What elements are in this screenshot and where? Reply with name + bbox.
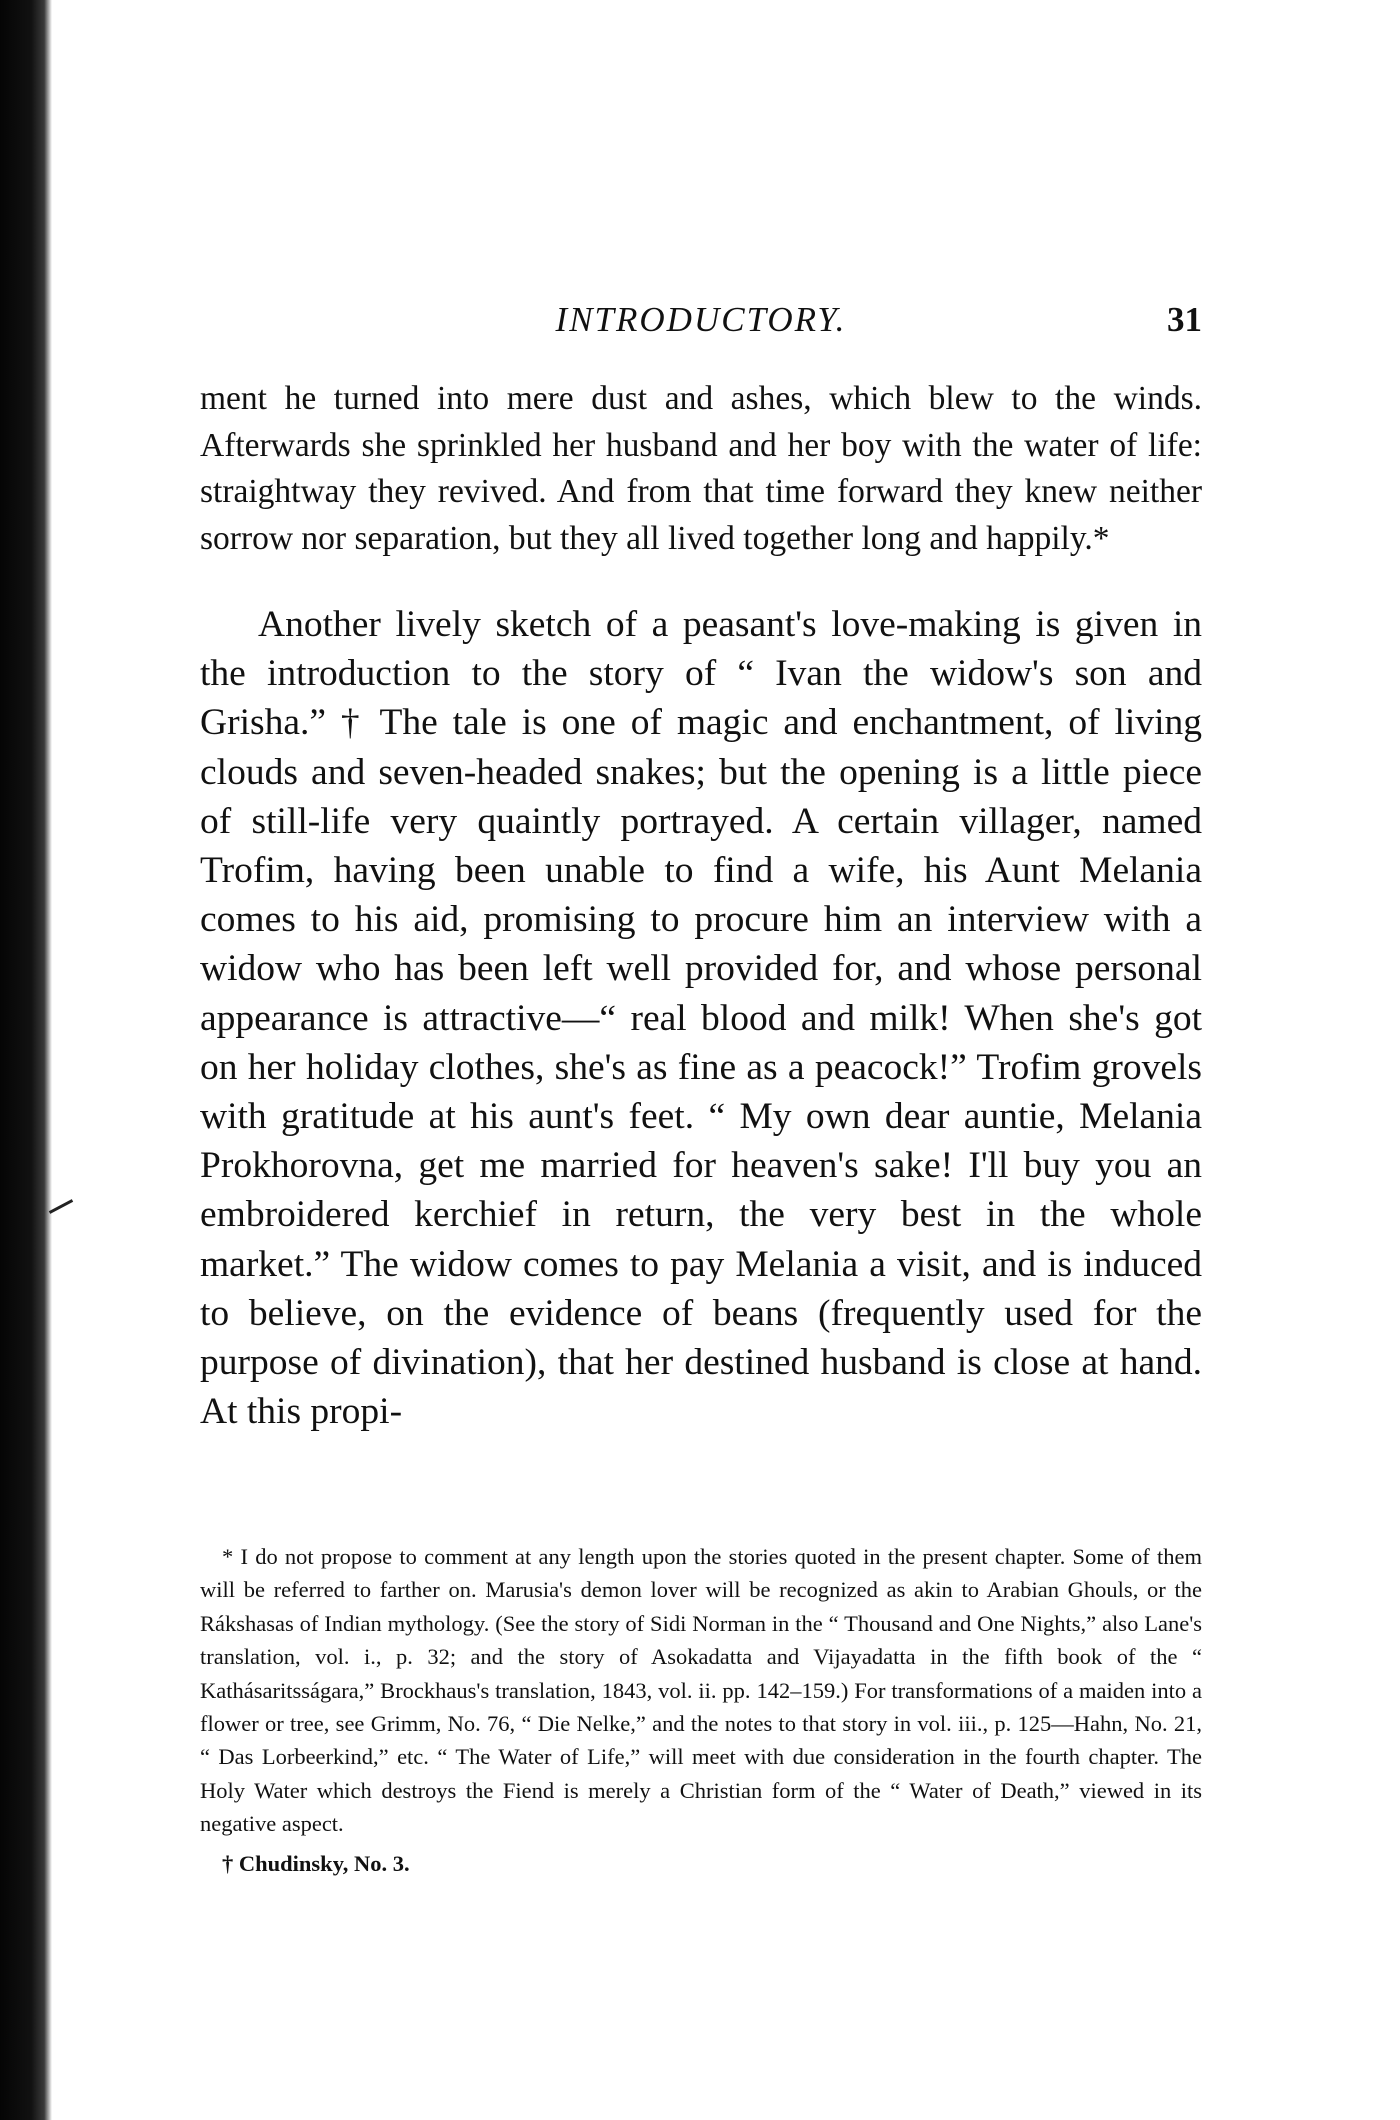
running-title: INTRODUCTORY.	[555, 300, 847, 339]
page-edge-mark	[49, 1199, 73, 1214]
continued-paragraph: ment he turned into mere dust and ashes, which blew to the winds. Afterwards she sprinkled her husband and her boy with the water of life: straightway they revived. And from that time forward they knew neither sorrow nor separation, but they all lived together long and happily.*	[200, 380, 1202, 557]
running-head	[200, 300, 1202, 350]
main-paragraph: Another lively sketch of a peasant's love-making is given in the introduction to the story of “ Ivan the widow's son and Grisha.” † The tale is one of magic and enchantment, of living clouds and seven-headed snakes; but the opening is a little piece of still-life very quaintly portrayed. A certain villager, named Trofim, having been unable to find a wife, his Aunt Melania comes to his aid, promising to procure him an interview with a widow who has been left well provided for, and whose personal appearance is attractive—“ real blood and milk! When she's got on her holiday clothes, she's as fine as a peacock!” Trofim grovels with gratitude at his aunt's feet. “ My own dear auntie, Melania Prokhorovna, get me married for heaven's sake! I'll buy you an embroidered kerchief in return, the very best in the whole market.” The widow comes to pay Melania a visit, and is induced to believe, on the evidence of beans (frequently used for the purpose of divination), that her destined husband is close at hand. At this propi-	[200, 604, 1202, 1433]
footnotes	[200, 1540, 1202, 1880]
footnote-dagger: † Chudinsky, No. 3.	[222, 1850, 410, 1876]
book-binding-edge	[0, 0, 52, 2120]
page-number: 31	[1167, 300, 1202, 339]
footnote-asterisk: * I do not propose to comment at any length upon the stories quoted in the present chapter. Some of them will be referred to farther on. Marusia's demon lover will be recognized as akin to Arabian Ghouls, or the Rákshasas of Indian mythology. (See the story of Sidi Norman in the “ Thousand and One Nights,” also Lane's translation, vol. i., p. 32; and the story of Asokadatta and Vijayadatta in the fifth book of the “ Kathásaritsságara,” Brockhaus's translation, 1843, vol. ii. pp. 142–159.) For transformations of a maiden into a flower or tree, see Grimm, No. 76, “ Die Nelke,” and the notes to that story in vol. iii., p. 125—Hahn, No. 21, “ Das Lorbeerkind,” etc. “ The Water of Life,” will meet with due consideration in the fourth chapter. The Holy Water which destroys the Fiend is merely a Christian form of the “ Water of Death,” viewed in its negative aspect.	[200, 1544, 1202, 1837]
